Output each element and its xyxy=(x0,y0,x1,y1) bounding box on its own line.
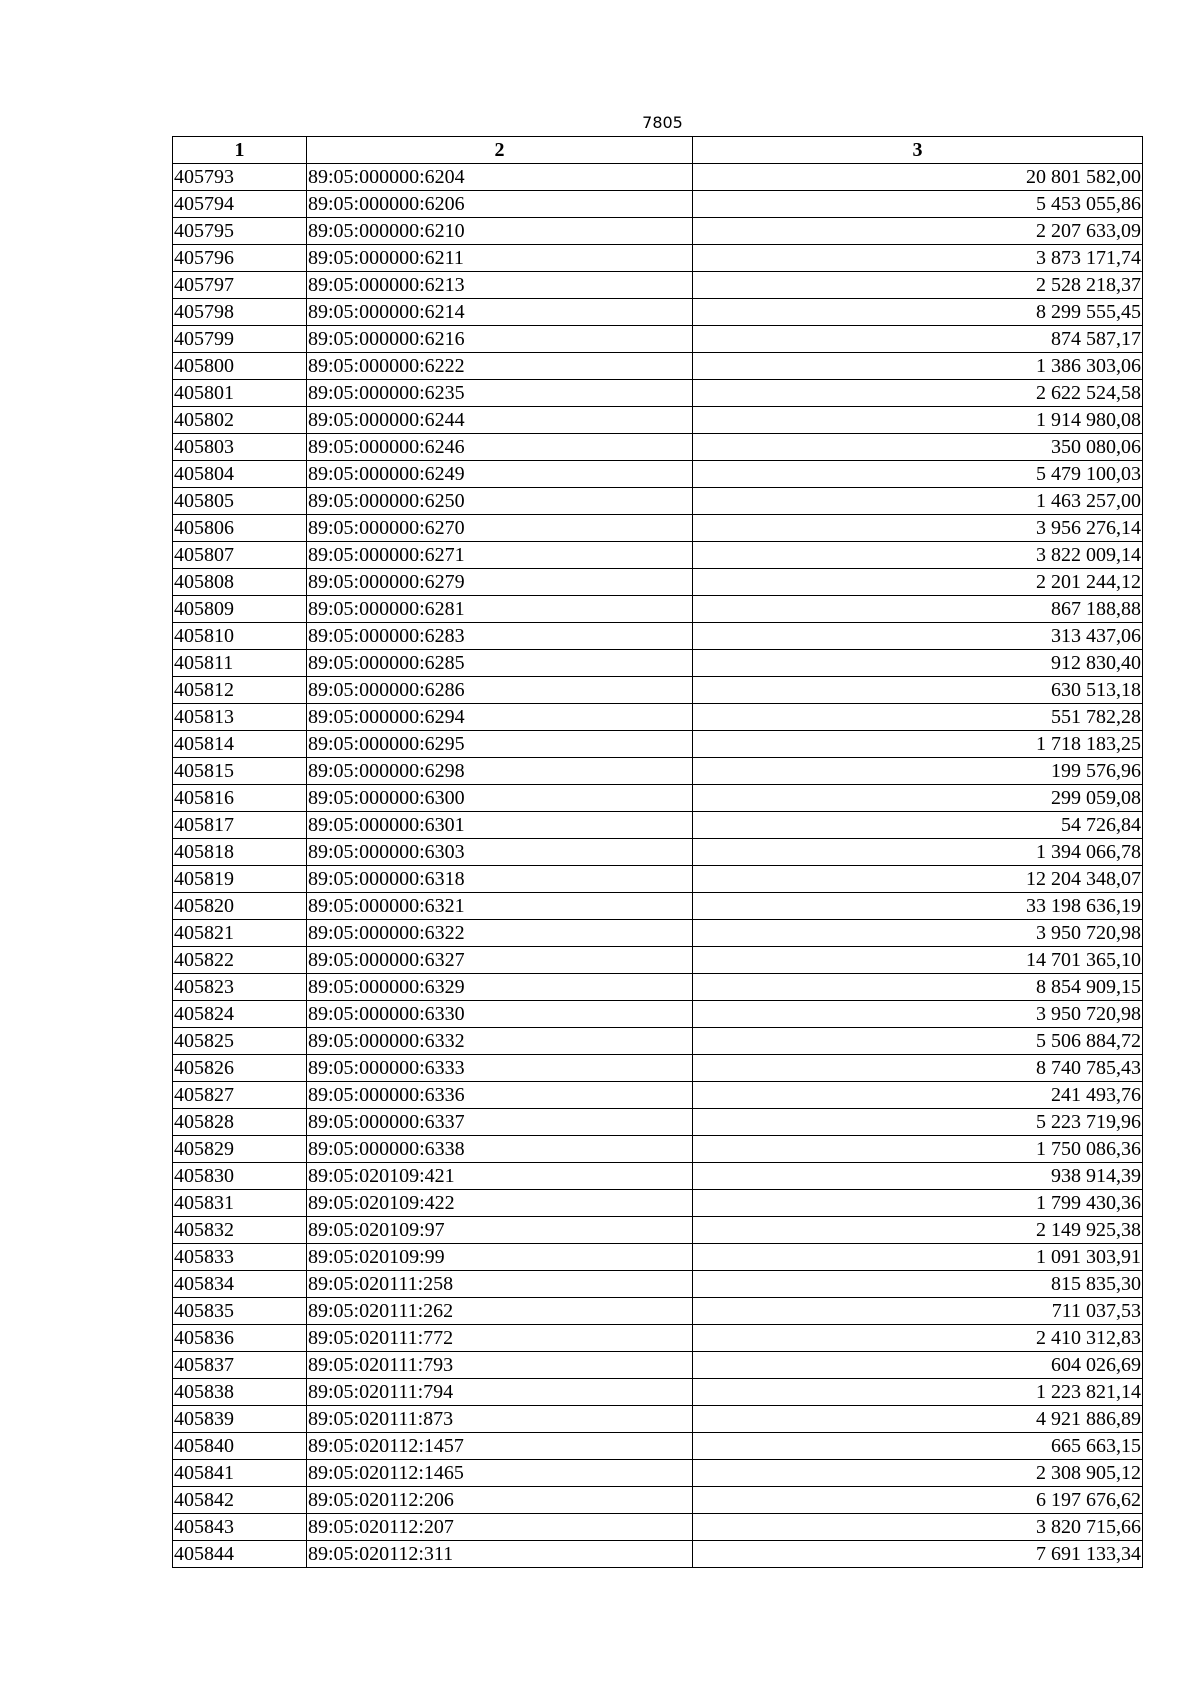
table-row xyxy=(173,1433,1143,1460)
row-number: 405819 xyxy=(173,866,307,893)
table-row xyxy=(173,164,1143,191)
table-row xyxy=(173,542,1143,569)
row-number: 405832 xyxy=(173,1217,307,1244)
value-cell: 2 410 312,83 xyxy=(693,1325,1143,1352)
table-row xyxy=(173,299,1143,326)
table-row xyxy=(173,812,1143,839)
table-row xyxy=(173,569,1143,596)
table-row xyxy=(173,1190,1143,1217)
value-cell: 1 750 086,36 xyxy=(693,1136,1143,1163)
cadastral-number: 89:05:000000:6281 xyxy=(307,596,693,623)
value-cell: 20 801 582,00 xyxy=(693,164,1143,191)
table-row xyxy=(173,1352,1143,1379)
value-cell: 711 037,53 xyxy=(693,1298,1143,1325)
value-cell: 3 820 715,66 xyxy=(693,1514,1143,1541)
table-row xyxy=(173,1001,1143,1028)
value-cell: 1 091 303,91 xyxy=(693,1244,1143,1271)
value-cell: 1 718 183,25 xyxy=(693,731,1143,758)
row-number: 405830 xyxy=(173,1163,307,1190)
value-cell: 5 223 719,96 xyxy=(693,1109,1143,1136)
value-cell: 2 622 524,58 xyxy=(693,380,1143,407)
row-number: 405796 xyxy=(173,245,307,272)
value-cell: 2 201 244,12 xyxy=(693,569,1143,596)
row-number: 405837 xyxy=(173,1352,307,1379)
value-cell: 350 080,06 xyxy=(693,434,1143,461)
row-number: 405826 xyxy=(173,1055,307,1082)
table-row xyxy=(173,1406,1143,1433)
cadastral-number: 89:05:000000:6321 xyxy=(307,893,693,920)
value-cell: 3 950 720,98 xyxy=(693,1001,1143,1028)
row-number: 405794 xyxy=(173,191,307,218)
cadastral-number: 89:05:000000:6294 xyxy=(307,704,693,731)
value-cell: 2 149 925,38 xyxy=(693,1217,1143,1244)
row-number: 405841 xyxy=(173,1460,307,1487)
table-row xyxy=(173,434,1143,461)
row-number: 405804 xyxy=(173,461,307,488)
cadastral-number: 89:05:000000:6330 xyxy=(307,1001,693,1028)
value-cell: 7 691 133,34 xyxy=(693,1541,1143,1568)
table-row xyxy=(173,866,1143,893)
value-cell: 1 914 980,08 xyxy=(693,407,1143,434)
table-row xyxy=(173,488,1143,515)
row-number: 405811 xyxy=(173,650,307,677)
column-header-3: 3 xyxy=(693,137,1143,164)
row-number: 405838 xyxy=(173,1379,307,1406)
cadastral-number: 89:05:020111:772 xyxy=(307,1325,693,1352)
cadastral-number: 89:05:020109:99 xyxy=(307,1244,693,1271)
value-cell: 12 204 348,07 xyxy=(693,866,1143,893)
row-number: 405793 xyxy=(173,164,307,191)
cadastral-number: 89:05:020111:258 xyxy=(307,1271,693,1298)
cadastral-number: 89:05:000000:6322 xyxy=(307,920,693,947)
value-cell: 912 830,40 xyxy=(693,650,1143,677)
cadastral-number: 89:05:000000:6301 xyxy=(307,812,693,839)
row-number: 405810 xyxy=(173,623,307,650)
value-cell: 867 188,88 xyxy=(693,596,1143,623)
row-number: 405843 xyxy=(173,1514,307,1541)
row-number: 405816 xyxy=(173,785,307,812)
value-cell: 2 308 905,12 xyxy=(693,1460,1143,1487)
row-number: 405809 xyxy=(173,596,307,623)
value-cell: 3 950 720,98 xyxy=(693,920,1143,947)
value-cell: 241 493,76 xyxy=(693,1082,1143,1109)
row-number: 405823 xyxy=(173,974,307,1001)
cadastral-number: 89:05:000000:6329 xyxy=(307,974,693,1001)
cadastral-number: 89:05:000000:6213 xyxy=(307,272,693,299)
row-number: 405803 xyxy=(173,434,307,461)
row-number: 405839 xyxy=(173,1406,307,1433)
value-cell: 630 513,18 xyxy=(693,677,1143,704)
table-row xyxy=(173,785,1143,812)
table-row xyxy=(173,1082,1143,1109)
table-row xyxy=(173,1271,1143,1298)
cadastral-number: 89:05:000000:6271 xyxy=(307,542,693,569)
value-cell: 604 026,69 xyxy=(693,1352,1143,1379)
cadastral-number: 89:05:000000:6204 xyxy=(307,164,693,191)
table-row xyxy=(173,1217,1143,1244)
row-number: 405807 xyxy=(173,542,307,569)
cadastral-number: 89:05:000000:6283 xyxy=(307,623,693,650)
row-number: 405801 xyxy=(173,380,307,407)
table-row xyxy=(173,407,1143,434)
row-number: 405800 xyxy=(173,353,307,380)
table-row xyxy=(173,1136,1143,1163)
value-cell: 8 740 785,43 xyxy=(693,1055,1143,1082)
row-number: 405829 xyxy=(173,1136,307,1163)
cadastral-number: 89:05:000000:6295 xyxy=(307,731,693,758)
table-row xyxy=(173,893,1143,920)
cadastral-number: 89:05:000000:6333 xyxy=(307,1055,693,1082)
row-number: 405817 xyxy=(173,812,307,839)
table-row xyxy=(173,461,1143,488)
value-cell: 551 782,28 xyxy=(693,704,1143,731)
cadastral-number: 89:05:020112:311 xyxy=(307,1541,693,1568)
table-row xyxy=(173,191,1143,218)
cadastral-number: 89:05:000000:6235 xyxy=(307,380,693,407)
value-cell: 8 854 909,15 xyxy=(693,974,1143,1001)
value-cell: 5 479 100,03 xyxy=(693,461,1143,488)
cadastral-number: 89:05:000000:6338 xyxy=(307,1136,693,1163)
row-number: 405806 xyxy=(173,515,307,542)
table-row xyxy=(173,380,1143,407)
row-number: 405842 xyxy=(173,1487,307,1514)
row-number: 405799 xyxy=(173,326,307,353)
table-row xyxy=(173,704,1143,731)
value-cell: 313 437,06 xyxy=(693,623,1143,650)
row-number: 405836 xyxy=(173,1325,307,1352)
cadastral-number: 89:05:000000:6337 xyxy=(307,1109,693,1136)
row-number: 405813 xyxy=(173,704,307,731)
cadastral-number: 89:05:000000:6332 xyxy=(307,1028,693,1055)
value-cell: 8 299 555,45 xyxy=(693,299,1143,326)
table-row xyxy=(173,974,1143,1001)
cadastral-number: 89:05:000000:6318 xyxy=(307,866,693,893)
header-row xyxy=(173,137,1143,164)
cadastral-number: 89:05:000000:6211 xyxy=(307,245,693,272)
cadastral-number: 89:05:000000:6286 xyxy=(307,677,693,704)
table-row xyxy=(173,515,1143,542)
cadastral-number: 89:05:000000:6210 xyxy=(307,218,693,245)
column-header-2: 2 xyxy=(307,137,693,164)
page-number: 7805 xyxy=(642,113,683,132)
cadastral-number: 89:05:020112:1457 xyxy=(307,1433,693,1460)
registry-table xyxy=(172,136,1143,1568)
cadastral-number: 89:05:000000:6300 xyxy=(307,785,693,812)
row-number: 405834 xyxy=(173,1271,307,1298)
cadastral-number: 89:05:020111:794 xyxy=(307,1379,693,1406)
column-header-1: 1 xyxy=(173,137,307,164)
row-number: 405821 xyxy=(173,920,307,947)
cadastral-number: 89:05:020112:207 xyxy=(307,1514,693,1541)
value-cell: 1 394 066,78 xyxy=(693,839,1143,866)
value-cell: 874 587,17 xyxy=(693,326,1143,353)
value-cell: 1 799 430,36 xyxy=(693,1190,1143,1217)
table-row xyxy=(173,245,1143,272)
value-cell: 2 207 633,09 xyxy=(693,218,1143,245)
value-cell: 665 663,15 xyxy=(693,1433,1143,1460)
cadastral-number: 89:05:000000:6279 xyxy=(307,569,693,596)
cadastral-number: 89:05:000000:6206 xyxy=(307,191,693,218)
table-row xyxy=(173,1109,1143,1136)
cadastral-number: 89:05:000000:6246 xyxy=(307,434,693,461)
table-row xyxy=(173,326,1143,353)
table-row xyxy=(173,947,1143,974)
table-row xyxy=(173,1244,1143,1271)
cadastral-number: 89:05:020112:1465 xyxy=(307,1460,693,1487)
row-number: 405827 xyxy=(173,1082,307,1109)
cadastral-number: 89:05:000000:6327 xyxy=(307,947,693,974)
row-number: 405798 xyxy=(173,299,307,326)
value-cell: 3 956 276,14 xyxy=(693,515,1143,542)
table-body xyxy=(173,164,1143,1568)
row-number: 405828 xyxy=(173,1109,307,1136)
cadastral-number: 89:05:020111:262 xyxy=(307,1298,693,1325)
value-cell: 3 873 171,74 xyxy=(693,245,1143,272)
row-number: 405814 xyxy=(173,731,307,758)
cadastral-number: 89:05:000000:6250 xyxy=(307,488,693,515)
table-row xyxy=(173,1298,1143,1325)
table-row xyxy=(173,596,1143,623)
row-number: 405805 xyxy=(173,488,307,515)
cadastral-number: 89:05:020109:422 xyxy=(307,1190,693,1217)
table-row xyxy=(173,731,1143,758)
cadastral-number: 89:05:020111:793 xyxy=(307,1352,693,1379)
cadastral-number: 89:05:000000:6214 xyxy=(307,299,693,326)
value-cell: 5 506 884,72 xyxy=(693,1028,1143,1055)
table-row xyxy=(173,839,1143,866)
row-number: 405831 xyxy=(173,1190,307,1217)
value-cell: 14 701 365,10 xyxy=(693,947,1143,974)
row-number: 405844 xyxy=(173,1541,307,1568)
table-row xyxy=(173,1379,1143,1406)
value-cell: 815 835,30 xyxy=(693,1271,1143,1298)
row-number: 405835 xyxy=(173,1298,307,1325)
row-number: 405818 xyxy=(173,839,307,866)
cadastral-number: 89:05:020112:206 xyxy=(307,1487,693,1514)
row-number: 405820 xyxy=(173,893,307,920)
value-cell: 1 223 821,14 xyxy=(693,1379,1143,1406)
table-row xyxy=(173,353,1143,380)
cadastral-number: 89:05:020109:97 xyxy=(307,1217,693,1244)
table-row xyxy=(173,758,1143,785)
cadastral-number: 89:05:000000:6244 xyxy=(307,407,693,434)
cadastral-number: 89:05:020109:421 xyxy=(307,1163,693,1190)
value-cell: 6 197 676,62 xyxy=(693,1487,1143,1514)
cadastral-number: 89:05:020111:873 xyxy=(307,1406,693,1433)
value-cell: 299 059,08 xyxy=(693,785,1143,812)
table-row xyxy=(173,677,1143,704)
table-row xyxy=(173,1163,1143,1190)
table-row xyxy=(173,1541,1143,1568)
value-cell: 1 386 303,06 xyxy=(693,353,1143,380)
cadastral-number: 89:05:000000:6303 xyxy=(307,839,693,866)
cadastral-number: 89:05:000000:6222 xyxy=(307,353,693,380)
row-number: 405824 xyxy=(173,1001,307,1028)
row-number: 405808 xyxy=(173,569,307,596)
value-cell: 54 726,84 xyxy=(693,812,1143,839)
value-cell: 33 198 636,19 xyxy=(693,893,1143,920)
table-row xyxy=(173,650,1143,677)
table-row xyxy=(173,623,1143,650)
value-cell: 938 914,39 xyxy=(693,1163,1143,1190)
cadastral-number: 89:05:000000:6249 xyxy=(307,461,693,488)
table-row xyxy=(173,920,1143,947)
cadastral-number: 89:05:000000:6298 xyxy=(307,758,693,785)
value-cell: 199 576,96 xyxy=(693,758,1143,785)
cadastral-number: 89:05:000000:6336 xyxy=(307,1082,693,1109)
row-number: 405833 xyxy=(173,1244,307,1271)
value-cell: 2 528 218,37 xyxy=(693,272,1143,299)
value-cell: 1 463 257,00 xyxy=(693,488,1143,515)
table-row xyxy=(173,272,1143,299)
table-row xyxy=(173,1055,1143,1082)
row-number: 405802 xyxy=(173,407,307,434)
cadastral-number: 89:05:000000:6285 xyxy=(307,650,693,677)
table-row xyxy=(173,1514,1143,1541)
value-cell: 5 453 055,86 xyxy=(693,191,1143,218)
row-number: 405795 xyxy=(173,218,307,245)
value-cell: 4 921 886,89 xyxy=(693,1406,1143,1433)
cadastral-number: 89:05:000000:6270 xyxy=(307,515,693,542)
value-cell: 3 822 009,14 xyxy=(693,542,1143,569)
row-number: 405797 xyxy=(173,272,307,299)
cadastral-number: 89:05:000000:6216 xyxy=(307,326,693,353)
row-number: 405822 xyxy=(173,947,307,974)
row-number: 405825 xyxy=(173,1028,307,1055)
table-row xyxy=(173,218,1143,245)
row-number: 405815 xyxy=(173,758,307,785)
table-row xyxy=(173,1325,1143,1352)
table-row xyxy=(173,1460,1143,1487)
row-number: 405840 xyxy=(173,1433,307,1460)
row-number: 405812 xyxy=(173,677,307,704)
table-row xyxy=(173,1487,1143,1514)
table-row xyxy=(173,1028,1143,1055)
